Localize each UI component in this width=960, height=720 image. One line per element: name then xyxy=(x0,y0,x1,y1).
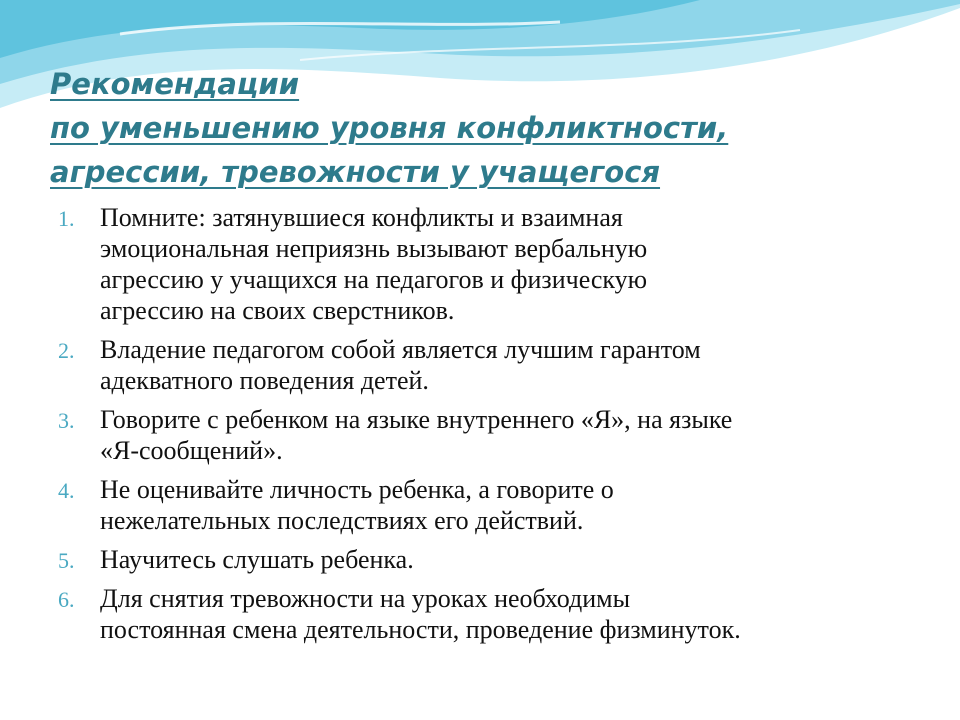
list-item-number: 5. xyxy=(58,548,75,573)
list-item xyxy=(58,202,938,326)
list-item xyxy=(58,474,938,536)
list-item-text: постоянная смена деятельности, проведение физминуток. xyxy=(100,615,741,644)
list-item-text: агрессию на своих сверстников. xyxy=(100,296,455,325)
title-line-3: агрессии, тревожности у учащегося xyxy=(50,155,661,189)
list-item-text: адекватного поведения детей. xyxy=(100,366,429,395)
list-item-text: Для снятия тревожности на уроках необходимы xyxy=(100,584,631,613)
slide-title xyxy=(50,62,930,194)
list-item-text: Помните: затянувшиеся конфликты и взаимная xyxy=(100,203,623,232)
list-item xyxy=(58,544,938,575)
list-item xyxy=(58,583,938,645)
list-item-text: Говорите с ребенком на языке внутреннего «Я», на языке xyxy=(100,405,733,434)
recommendation-list xyxy=(58,202,938,653)
list-item-text: «Я-сообщений». xyxy=(100,436,283,465)
title-line-1: Рекомендации xyxy=(50,67,300,101)
list-item xyxy=(58,334,938,396)
list-item-number: 1. xyxy=(58,206,75,231)
list-item-text: агрессию у учащихся на педагогов и физическую xyxy=(100,265,648,294)
list-item-text: Не оценивайте личность ребенка, а говорите о xyxy=(100,475,614,504)
list-item-number: 3. xyxy=(58,408,75,433)
list-item-number: 4. xyxy=(58,478,75,503)
title-line-2: по уменьшению уровня конфликтности, xyxy=(50,111,729,145)
list-item-text: эмоциональная неприязнь вызывают вербальную xyxy=(100,234,648,263)
list-item-text: Научитесь слушать ребенка. xyxy=(100,545,414,574)
list-item-text: Владение педагогом собой является лучшим гарантом xyxy=(100,335,701,364)
list-item-text: нежелательных последствиях его действий. xyxy=(100,506,584,535)
list-item-number: 6. xyxy=(58,587,75,612)
list-item xyxy=(58,404,938,466)
list-item-number: 2. xyxy=(58,338,75,363)
